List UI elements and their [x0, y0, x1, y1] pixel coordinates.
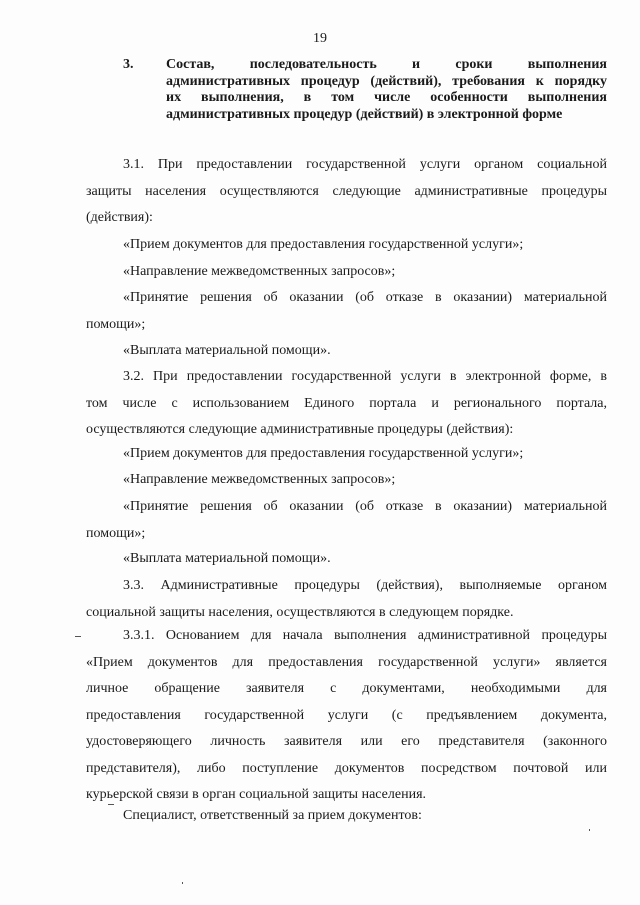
section-heading	[123, 57, 607, 123]
list-item	[86, 285, 607, 338]
paragraph-3-1	[86, 152, 607, 232]
list-item	[86, 546, 607, 573]
paragraph-line: «Выплата материальной помощи».	[123, 343, 331, 358]
paragraph-line: «Принятие решения об оказании (об отказе в оказании) материальной	[123, 499, 607, 514]
paragraph-line: «Прием документов для предоставления государственной услуги» является	[86, 654, 607, 670]
paragraph-line: «Прием документов для предоставления государственной услуги»;	[123, 446, 524, 461]
scan-speck	[75, 636, 81, 637]
list-item	[86, 259, 607, 286]
paragraph-line: осуществляются следующие административные процедуры (действия):	[86, 422, 514, 437]
scan-speck	[108, 804, 114, 805]
page-number: 19	[313, 31, 327, 46]
paragraph-line: курьерской связи в орган социальной защиты населения.	[86, 787, 427, 802]
section-title-line: административных процедур (действий) в электронной форме	[166, 106, 563, 122]
paragraph-line: «Направление межведомственных запросов»;	[123, 472, 396, 487]
paragraph-line: «Принятие решения об оказании (об отказе в оказании) материальной	[123, 290, 607, 305]
paragraph-specialist	[86, 803, 607, 830]
paragraph-line: «Прием документов для предоставления государственной услуги»;	[123, 237, 524, 252]
paragraph-line: 3.2. При предоставлении государственной услуги в электронной форме, в	[123, 369, 607, 384]
list-item	[86, 467, 607, 494]
list-item	[86, 441, 607, 468]
paragraph-line: удостоверяющего личность заявителя или его представителя (законного	[86, 734, 607, 749]
paragraph-line: защиты населения осуществляются следующие административные процедуры	[86, 183, 607, 199]
section-title-line: их выполнения, в том числе особенности выполнения	[166, 90, 607, 105]
paragraph-line: помощи»;	[86, 316, 146, 332]
section-number: 3.	[123, 57, 134, 72]
list-item	[86, 494, 607, 547]
scan-speck	[589, 829, 590, 831]
section-title-line: административных процедур (действий), требования к порядку	[166, 73, 607, 89]
paragraph-line: 3.3.1. Основанием для начала выполнения административной процедуры	[123, 628, 607, 643]
paragraph-line: представителя), либо поступление документов посредством почтовой или	[86, 760, 607, 776]
paragraph-line: «Направление межведомственных запросов»;	[123, 264, 396, 279]
paragraph-line: личное обращение заявителя с документами, необходимыми для	[86, 681, 607, 696]
paragraph-line: (действия):	[86, 210, 153, 225]
paragraph-line: Специалист, ответственный за прием документов:	[123, 808, 422, 823]
paragraph-line: 3.1. При предоставлении государственной услуги органом социальной	[123, 157, 607, 172]
paragraph-line: 3.3. Административные процедуры (действия), выполняемые органом	[123, 578, 607, 593]
scan-speck	[182, 882, 183, 884]
section-title-line: Состав, последовательность и сроки выполнения	[166, 57, 607, 72]
paragraph-3-2	[86, 364, 607, 444]
paragraph-line: «Выплата материальной помощи».	[123, 551, 331, 566]
paragraph-line: помощи»;	[86, 525, 146, 541]
list-item	[86, 338, 607, 365]
paragraph-3-3	[86, 573, 607, 626]
paragraph-3-3-1	[86, 623, 607, 809]
section-title	[166, 57, 607, 123]
list-item	[86, 232, 607, 259]
paragraph-line: том числе с использованием Единого портала и регионального портала,	[86, 395, 607, 411]
paragraph-line: социальной защиты населения, осуществляются в следующем порядке.	[86, 604, 514, 620]
paragraph-line: предоставления государственной услуги (с предъявлением документа,	[86, 707, 607, 723]
